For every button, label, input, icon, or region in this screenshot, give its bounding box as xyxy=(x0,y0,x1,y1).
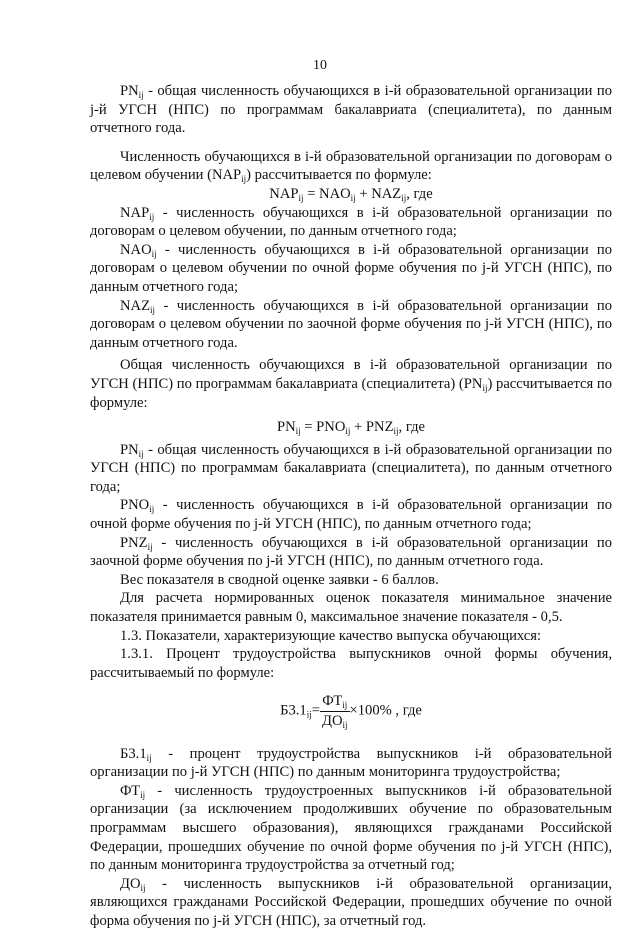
formula-term: = xyxy=(311,702,320,719)
symbol: PNO xyxy=(120,497,150,514)
subscript: ij xyxy=(295,426,301,437)
formula-term: PN xyxy=(276,419,296,436)
symbol: PN xyxy=(120,441,139,458)
paragraph-pnz-definition xyxy=(90,534,612,571)
page-body xyxy=(90,82,612,931)
paragraph-nao-definition xyxy=(90,241,612,297)
subscript: ij xyxy=(306,709,312,720)
symbol: ДО xyxy=(120,875,141,892)
page-number: 10 xyxy=(313,58,327,73)
formula-term: + NAZ xyxy=(355,185,402,202)
formula-pn xyxy=(90,418,612,437)
formula-tail: , где xyxy=(391,702,422,719)
formula-tail: , где xyxy=(398,419,425,436)
subscript: ij xyxy=(149,504,155,515)
subscript: ij xyxy=(298,192,304,203)
symbol: ФТ xyxy=(120,782,141,799)
formula-term: ФТ xyxy=(322,693,343,710)
paragraph-text: - процент трудоустройства выпускников i-й образовательной организации по j-й УГСН (НПС) по данным мониторинга трудоустройства; xyxy=(90,745,612,781)
fraction xyxy=(320,692,350,730)
paragraph-pn-intro xyxy=(90,356,612,412)
paragraph-naz-definition xyxy=(90,297,612,353)
paragraph-do-definition xyxy=(90,875,612,931)
formula-term: + PNZ xyxy=(350,419,394,436)
paragraph-b31-definition xyxy=(90,745,612,782)
symbol: PN xyxy=(120,83,139,99)
paragraph-text: - численность трудоустроенных выпускников i-й образовательной организации (за исключением продолживших обучение по образовательным программам высшего образования), являющихся гражданами Российской Федерации, прошедших обучение по очной форме обучения по j-й УГСН (НПС), по данным мониторинга трудоустройства за отчетный год; xyxy=(90,782,612,874)
subscript: ij xyxy=(345,426,351,437)
paragraph-text: - численность обучающихся в i-й образовательной организации по очной форме обучения по j-й УГСН (НПС), по данным отчетного года; xyxy=(90,497,612,533)
paragraph-nap-intro xyxy=(90,148,612,185)
paragraph-text: Численность обучающихся в i-й образовательной организации по договорам о целевом обучении (NAP xyxy=(90,148,612,184)
paragraph-text: - численность обучающихся в i-й образовательной организации по договорам о целевом обучении по заочной форме обучения по j-й УГСН (НПС), по данным отчетного года. xyxy=(90,297,612,351)
fraction-denominator xyxy=(320,712,350,731)
formula-term: ×100% xyxy=(349,702,392,719)
paragraph-text: - численность обучающихся в i-й образовательной организации по договорам о целевом обучении по очной форме обучения по j-й УГСН (НПС), по данным отчетного года; xyxy=(90,241,612,295)
paragraph-pn-definition xyxy=(90,82,612,138)
paragraph-ft-definition xyxy=(90,782,612,875)
subscript: ij xyxy=(146,752,152,763)
paragraph-text: - общая численность обучающихся в i-й образовательной организации по УГСН (НПС) по программам бакалавриата (специалитета), по данным отчетного года; xyxy=(90,441,612,495)
paragraph-text: - численность обучающихся в i-й образовательной организации по договорам о целевом обучении, по данным отчетного года; xyxy=(90,204,612,240)
formula-term: ДО xyxy=(321,713,343,729)
subscript: ij xyxy=(401,192,407,203)
paragraph-text: - численность выпускников i-й образовательной организации, являющихся гражданами Российской Федерации, прошедших обучение по очной форма обучения по j-й УГСН (НПС), за отчетный год. xyxy=(90,875,612,929)
paragraph-pno-definition xyxy=(90,496,612,533)
section-heading-1-3-1: 1.3.1. Процент трудоустройства выпускников очной формы обучения, рассчитываемый по формуле: xyxy=(90,646,612,681)
formula-term: NAP xyxy=(269,185,299,202)
subscript: ij xyxy=(342,720,348,730)
paragraph-text: - общая численность обучающихся в i-й образовательной организации по j-й УГСН (НПС) по программам бакалавриата (специалитета), по данным отчетного года. xyxy=(90,83,612,137)
subscript: ij xyxy=(150,304,156,315)
subscript: ij xyxy=(482,382,488,393)
subscript: ij xyxy=(140,789,146,800)
formula-term: Б3.1 xyxy=(280,702,307,719)
subscript: ij xyxy=(138,90,144,100)
formula-tail: , где xyxy=(406,185,433,202)
symbol: NAO xyxy=(120,241,152,258)
paragraph-text: - численность обучающихся в i-й образовательной организации по заочной форме обучения по j-й УГСН (НПС), по данным отчетного года. xyxy=(90,534,612,570)
section-heading-1-3: 1.3. Показатели, характеризующие качество выпуска обучающихся: xyxy=(120,627,542,644)
symbol: NAZ xyxy=(120,297,150,314)
paragraph-text: ) рассчитывается по формуле: xyxy=(90,375,612,411)
subscript: ij xyxy=(147,541,153,552)
formula-nap xyxy=(90,185,612,204)
formula-term: = PNO xyxy=(300,419,346,436)
paragraph-text: ) рассчитывается по формуле: xyxy=(246,167,432,184)
fraction-numerator xyxy=(320,692,350,712)
subscript: ij xyxy=(149,211,155,222)
subscript: ij xyxy=(342,700,348,711)
paragraph-weight: Вес показателя в сводной оценке заявки - 6 баллов. xyxy=(120,571,439,588)
subscript: ij xyxy=(350,192,356,203)
subscript: ij xyxy=(393,426,399,437)
subscript: ij xyxy=(241,174,247,185)
symbol: NAP xyxy=(120,204,150,221)
paragraph-nap-definition xyxy=(90,204,612,241)
subscript: ij xyxy=(138,448,144,459)
subscript: ij xyxy=(151,248,157,259)
subscript: ij xyxy=(140,882,146,893)
paragraph-text: Общая численность обучающихся в i-й образовательной организации по УГСН (НПС) по программам бакалавриата (специалитета) (PN xyxy=(90,357,612,392)
paragraph-normalization: Для расчета нормированных оценок показателя минимальное значение показателя принимается равным 0, максимальное значение показателя - 0,5. xyxy=(90,590,612,626)
formula-term: = NAO xyxy=(303,185,351,202)
formula-b31 xyxy=(90,692,612,730)
symbol: PNZ xyxy=(120,534,148,551)
paragraph-pn-definition-2 xyxy=(90,441,612,497)
symbol: Б3.1 xyxy=(120,745,147,762)
